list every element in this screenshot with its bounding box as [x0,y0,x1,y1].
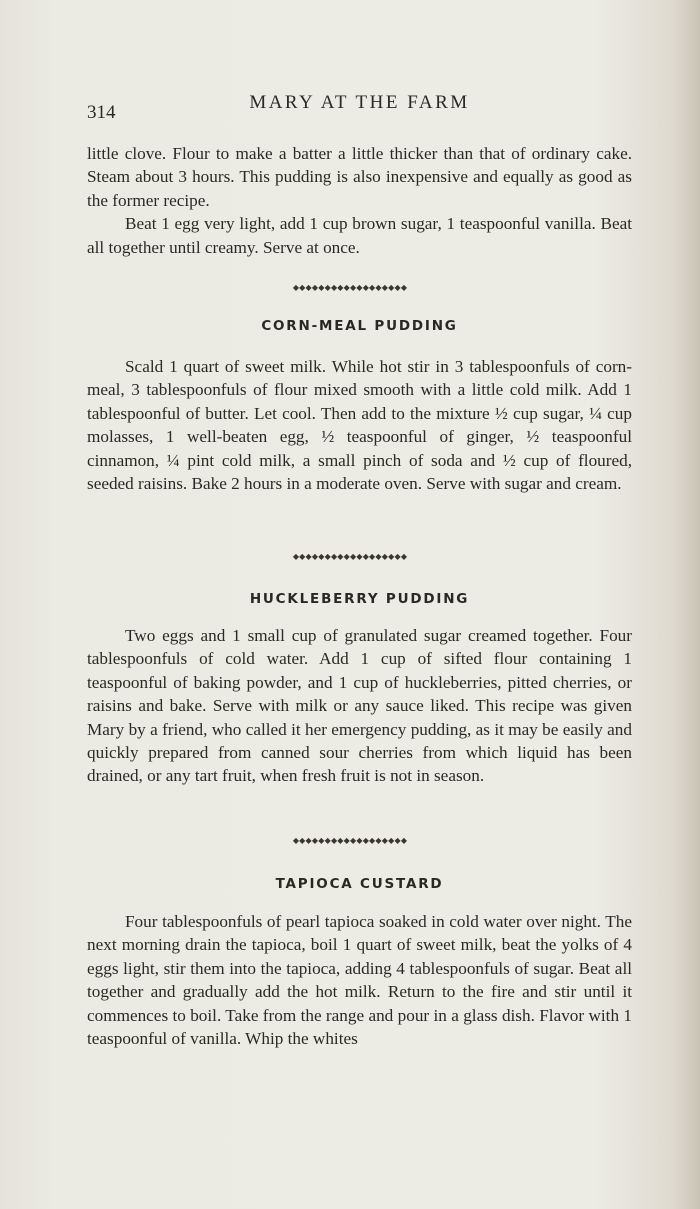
sauce-paragraph: Beat 1 egg very light, add 1 cup brown sugar, 1 teaspoonful vanilla. Beat all together until creamy. Serve at once. [87,214,632,257]
page-number: 314 [87,102,116,123]
recipe-paragraph: Two eggs and 1 small cup of granulated sugar creamed together. Four tablespoonfuls of cold water. Add 1 cup of sifted flour containing 1 teaspoonful of baking powder, and 1 cup of huckleberries, pitted cherries, or raisins and bake. Serve with milk or any sauce liked. This recipe was given Mary by a friend, who called it her emergency pudding, as it may be easily and quickly prepared from canned sour cherries from which liquid has been drained, or any tart fruit, when fresh fruit is not in season. [87,626,632,786]
recipe-body-tapioca [87,910,632,1050]
ornament-divider-2: ◆◆◆◆◆◆◆◆◆◆◆◆◆◆◆◆◆◆ [292,552,408,561]
recipe-heading-tapioca: TAPIOCA CUSTARD [275,876,444,892]
ornament-divider-3: ◆◆◆◆◆◆◆◆◆◆◆◆◆◆◆◆◆◆ [292,836,408,845]
recipe-paragraph: Scald 1 quart of sweet milk. While hot stir in 3 tablespoonfuls of corn-meal, 3 tablespoonfuls of flour mixed smooth with a little cold milk. Add 1 tablespoonful of butter. Let cool. Then add to the mixture ½ cup sugar, ¼ cup molasses, 1 well-beaten egg, ½ teaspoonful of ginger, ½ teaspoonful cinnamon, ¼ pint cold milk, a small pinch of soda and ½ cup of floured, seeded raisins. Bake 2 hours in a moderate oven. Serve with sugar and cream. [87,357,632,494]
recipe-body-huckleberry [87,624,632,788]
running-title: MARY AT THE FARM [249,92,470,113]
continued-paragraph: little clove. Flour to make a batter a little thicker than that of ordinary cake. Steam about 3 hours. This pudding is also inexpensive and equally as good as the former recipe. [87,144,632,210]
ornament-divider-1: ◆◆◆◆◆◆◆◆◆◆◆◆◆◆◆◆◆◆ [292,283,408,292]
recipe-paragraph: Four tablespoonfuls of pearl tapioca soaked in cold water over night. The next morning drain the tapioca, boil 1 quart of sweet milk, beat the yolks of 4 eggs light, stir them into the tapioca, adding 4 tablespoonfuls of sugar. Beat all together and gradually add the hot milk. Return to the fire and stir until it commences to boil. Take from the range and pour in a glass dish. Flavor with 1 teaspoonful of vanilla. Whip the whites [87,912,632,1049]
recipe-heading-huckleberry: HUCKLEBERRY PUDDING [249,591,470,607]
continued-recipe-text [87,142,632,259]
recipe-heading-corn-meal: CORN-MEAL PUDDING [261,318,458,334]
recipe-body-corn-meal [87,355,632,495]
running-head [87,88,632,128]
